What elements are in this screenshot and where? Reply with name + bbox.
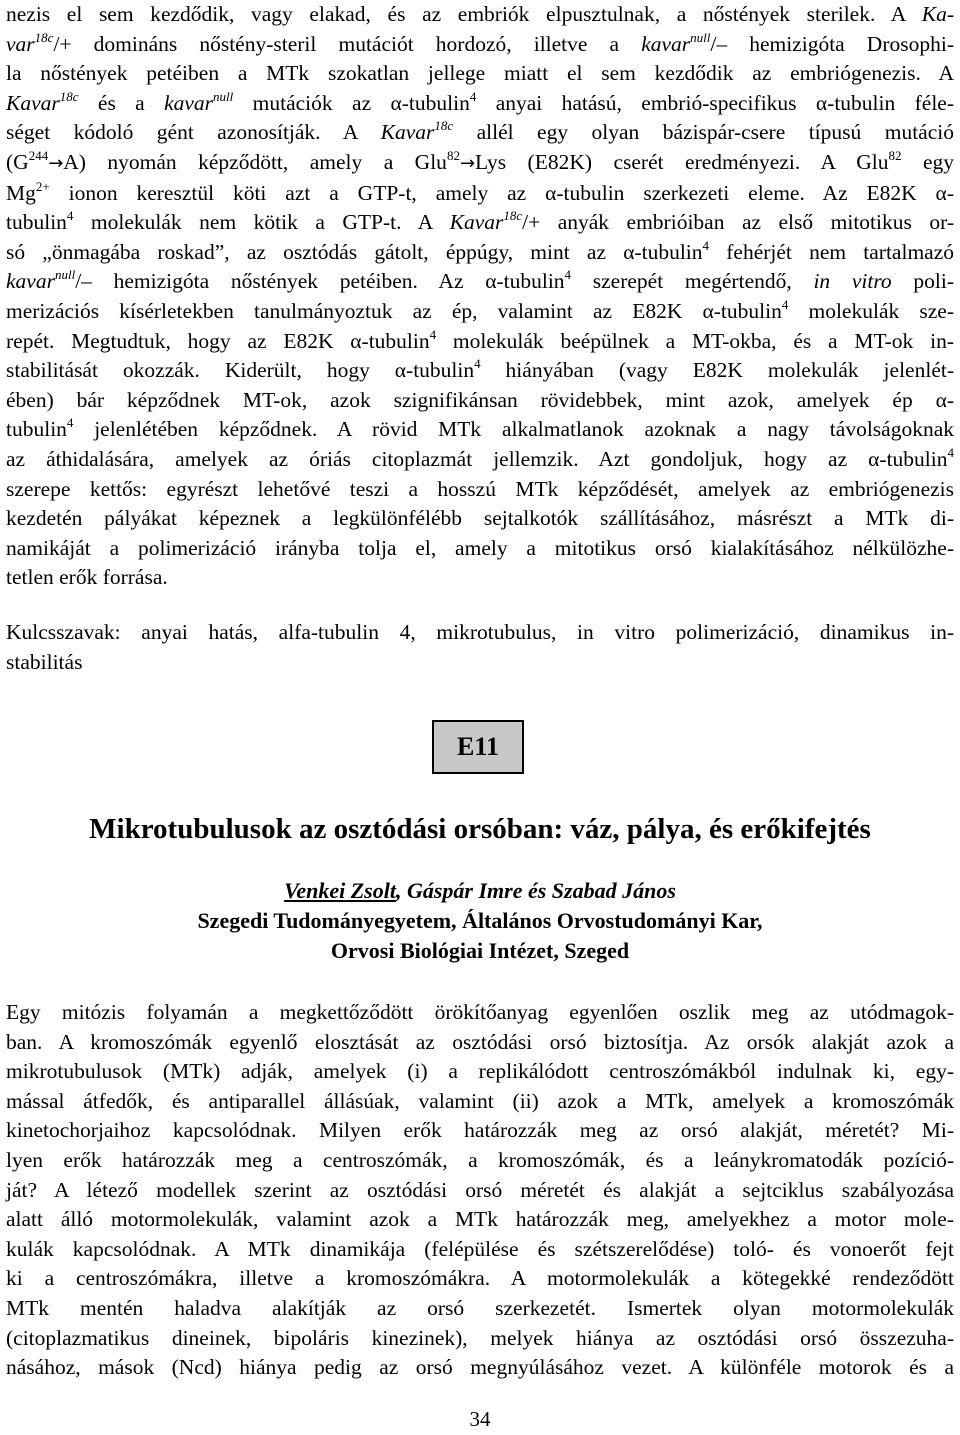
text-line: ki a centroszómákra, illetve a kromoszómákra. A motormolekulák a kötegekké rendeződött	[6, 1266, 954, 1291]
text-line: séget kódoló gént azonosítják. A Kavar$^{18c}$ allél egy olyan bázispár-csere típusú mutáció	[6, 118, 954, 145]
text-line: kezdetén pályákat képeznek a legkülönfélébb sejtalkotók szállításához, másrészt a MTk di-	[6, 506, 954, 531]
affiliation-line: Szegedi Tudományegyetem, Általános Orvostudományi Kar,	[197, 908, 763, 933]
text-line: ját? A létező modellek szerint az osztódási orsó méretét és alakját a sejtciklus szabályozása	[6, 1177, 954, 1202]
text-line: lyen erők határozzák meg a centroszómák, a kromoszómák, és a leánykromatodák pozíció-	[6, 1147, 954, 1172]
presenting-author: Venkei Zsolt	[284, 878, 396, 903]
text-line: $(G^{244}\to A)$ nyomán képződött, amely a Glu$^{82}$→Lys (E82K) cserét eredményezi. A Glu$^{82}$ egy	[6, 147, 955, 174]
text-line: az áthidalására, amelyek az óriás citoplazmát jellemzik. Azt gondoljuk, hogy az α-tubulin$^4$	[6, 444, 954, 471]
abstract-code: E11	[457, 732, 499, 762]
keywords-paragraph	[6, 618, 954, 677]
abstract-title: Mikrotubulusok az osztódási orsóban: váz, pálya, és erőkifejtés	[89, 813, 871, 845]
continuation-paragraph	[6, 0, 954, 593]
text-line: alatt álló motormolekulák, valamint azok a MTk határozzák meg, amelyekhez a motor mole-	[6, 1207, 954, 1232]
text-line: só „önmagába roskad”, az osztódás gátolt, éppúgy, mint az α-tubulin$^4$ fehérjét nem tartalmazó	[6, 237, 954, 264]
text-line: ban. A kromoszómák egyenlő elosztását az osztódási orsó biztosítja. Az orsók alakját azok a	[6, 1029, 954, 1054]
text-line: la nőstények petéiben a MTk szokatlan jellege miatt el sem kezdődik az embriógenezis. A	[6, 61, 954, 86]
abstract-body	[6, 998, 954, 1383]
text-line: tubulin$^4$ jelenlétében képződnek. A rövid MTk alkalmatlanok azoknak a nagy távolságoknak	[6, 415, 954, 442]
abstract-code-box	[432, 720, 524, 774]
text-line: (citoplazmatikus dineinek, bipoláris kinezinek), melyek hiánya az osztódási orsó összezuha-	[6, 1325, 954, 1350]
text-line: stabilitását okozzák. Kiderült, hogy α-tubulin$^4$ hiányában (vagy E82K molekulák jelenlét-	[6, 356, 954, 383]
text-line: kavar$^{null}$/– hemizigóta nőstények petéiben. Az α-tubulin$^4$ szerepét megértendő, in vitro poli-	[6, 267, 954, 294]
text-line: násához, mások (Ncd) hiánya pedig az orsó megnyúlásához vezet. A különféle motorok és a	[6, 1355, 954, 1380]
text-line: szerepe kettős: egyrészt lehetővé teszi a hosszú MTk képződését, amelyek az embriógenezis	[6, 476, 954, 501]
text-line: tubulin$^4$ molekulák nem kötik a GTP-t. A Kavar$^{18c}$/+ anyák embrióiban az első mitotikus or-	[6, 208, 954, 235]
affiliation-line: Orvosi Biológiai Intézet, Szeged	[330, 938, 630, 963]
text-line: Egy mitózis folyamán a megkettőződött örökítőanyag egyenlően oszlik meg az utódmagok-	[6, 1000, 954, 1024]
text-line: kinetochorjaihoz kapcsolódnak. Milyen erők határozzák meg az orsó alakját, méretét? Mi-	[6, 1118, 954, 1143]
co-authors: , Gáspár Imre és Szabad János	[395, 878, 676, 903]
text-line: stabilitás	[6, 649, 83, 674]
text-line: repét. Megtudtuk, hogy az E82K α-tubulin$^4$ molekulák beépülnek a MT-okba, és a MT-ok in-	[6, 326, 954, 353]
text-line: MTk mentén haladva alakítják az orsó szerkezetét. Ismertek olyan motormolekulák	[6, 1295, 954, 1320]
text-line: tetlen erők forrása.	[6, 565, 168, 590]
author-names	[0, 876, 960, 906]
author-block	[0, 876, 960, 966]
text-line: mással átfedők, és antiparallel állásúak, valamint (ii) azok a MTk, amelyek a kromoszómák	[6, 1088, 954, 1113]
text-line: var$^{18c}$/+ domináns nőstény-steril mutációt hordozó, illetve a kavar$^{null}$/– hemizigóta Drosophi-	[6, 29, 954, 56]
text-line: Kulcsszavak: anyai hatás, alfa-tubulin 4, mikrotubulus, in vitro polimerizáció, dinamikus in-	[6, 620, 954, 644]
text-line: mikrotubulusok (MTk) adják, amelyek (i) a replikálódott centroszómákból indulnak ki, egy-	[6, 1059, 954, 1084]
text-line: Kavar$^{18c}$ és a kavar$^{null}$ mutációk az α-tubulin$^4$ anyai hatású, embrió-specifikus α-tubulin féle-	[6, 88, 954, 115]
page-number: 34	[469, 1407, 491, 1431]
text-line: namikáját a polimerizáció irányba tolja el, amely a mitotikus orsó kialakításához nélkülözhe-	[6, 535, 954, 560]
text-line: merizációs kísérletekben tanulmányoztuk az ép, valamint az E82K α-tubulin$^4$ molekulák sze-	[6, 296, 954, 323]
text-line: kulák kapcsolódnak. A MTk dinamikája (felépülése és szétszerelődése) toló- és vonoerőt fejt	[6, 1236, 954, 1261]
text-line: ében) bár képződnek MT-ok, azok szignifikánsan rövidebbek, mint azok, amelyek ép α-	[6, 387, 954, 412]
text-line: $Mg^{2+}$ ionon keresztül köti azt a GTP-t, amely az α-tubulin szerkezeti eleme. Az E82K α-	[6, 178, 954, 205]
text-line: nezis el sem kezdődik, vagy elakad, és az embriók elpusztulnak, a nőstények sterilek. A Ka-	[6, 2, 954, 26]
